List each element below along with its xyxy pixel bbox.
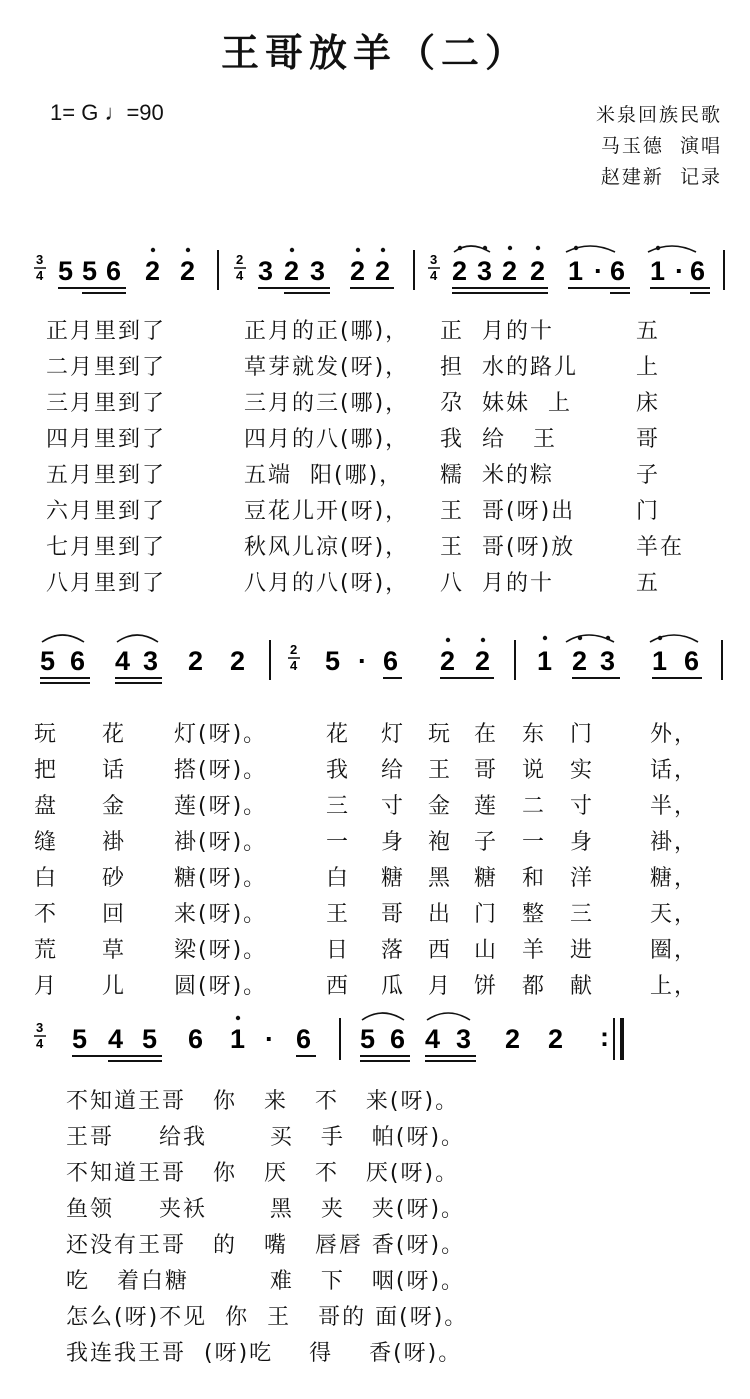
octave-dot	[458, 246, 462, 250]
lyric-row	[0, 1300, 750, 1336]
lyric-row	[0, 969, 750, 1005]
note: 3	[477, 256, 493, 286]
lyric-phrase: 羊在	[636, 535, 685, 560]
dot: ·	[358, 646, 367, 676]
lyric-phrase: 八月里到了	[46, 571, 167, 596]
octave-dot	[656, 246, 660, 250]
lyric-phrase: 三月的三(哪)，	[244, 391, 410, 416]
lyric-char: 出	[428, 902, 453, 927]
lyric-char: 饼	[474, 974, 499, 999]
lyric-char: 白	[34, 866, 59, 891]
lyric-char: 糖	[474, 866, 499, 891]
octave-dot	[290, 248, 294, 252]
lyric-row	[0, 789, 750, 825]
score-line-1-svg	[0, 238, 750, 308]
lyric-char: 白	[326, 866, 351, 891]
lyric-char: 草	[102, 938, 127, 963]
repeat-sign: :	[600, 1022, 609, 1052]
time-sig-top: 2	[236, 252, 244, 267]
lyric-phrase: 八月的八(呀)，	[244, 571, 410, 596]
lyric-row	[0, 1084, 750, 1120]
slur	[648, 246, 696, 252]
lyric-phrase: 王 哥(呀)放	[440, 535, 576, 560]
note: 3	[310, 256, 326, 286]
lyric-char: 来(呀)。	[174, 902, 268, 927]
lyric-char: 上，	[650, 974, 699, 999]
lyric-line: 不知道王哥 你 厌 不 厌(呀)。	[66, 1161, 460, 1186]
lyric-char: 把	[34, 758, 59, 783]
note: 1	[230, 1024, 246, 1054]
lyric-char: 回	[102, 902, 127, 927]
lyric-char: 话，	[650, 758, 699, 783]
octave-dot	[543, 636, 547, 640]
note: 5	[325, 646, 341, 676]
lyric-char: 山	[474, 938, 499, 963]
lyric-phrase: 糯 米的粽	[440, 463, 554, 488]
lyric-char: 缝	[34, 830, 59, 855]
lyric-char: 金	[102, 794, 127, 819]
lyric-char: 西	[428, 938, 453, 963]
lyric-line: 鱼领 夹袄 黑 夹 夹(呀)。	[66, 1197, 466, 1222]
key-tempo	[50, 100, 164, 126]
lyric-char: 都	[522, 974, 547, 999]
note: 5	[72, 1024, 88, 1054]
lyric-char: 褂(呀)。	[174, 830, 268, 855]
note: 6	[383, 646, 399, 676]
note: 3	[600, 646, 616, 676]
lyric-char: 灯	[381, 722, 406, 747]
time-sig-top: 2	[290, 642, 298, 657]
score-line-3	[0, 1010, 750, 1080]
lyric-phrase: 正月里到了	[46, 319, 167, 344]
note: 3	[456, 1024, 472, 1054]
lyric-char: 圈，	[650, 938, 699, 963]
time-sig-bottom: 4	[36, 268, 44, 283]
lyric-phrase: 四月的八(哪)，	[244, 427, 410, 452]
lyric-row	[0, 1264, 750, 1300]
lyric-char: 花	[326, 722, 351, 747]
slur	[650, 635, 698, 642]
lyric-row	[0, 1336, 750, 1372]
lyric-char: 灯(呀)。	[174, 722, 268, 747]
note: 6	[106, 256, 122, 286]
note: 2	[188, 646, 204, 676]
lyric-phrase: 正月的正(哪)，	[244, 319, 410, 344]
score-line-3-svg	[0, 1010, 750, 1080]
lyric-row	[0, 897, 750, 933]
lyric-phrase: 正 月的十	[440, 319, 554, 344]
lyric-line: 怎么(呀)不见 你 王 哥的 面(呀)。	[66, 1305, 469, 1330]
lyric-row	[0, 825, 750, 861]
note: 5	[82, 256, 98, 286]
octave-dot	[508, 246, 512, 250]
key-signature: 1= G	[50, 100, 99, 125]
lyric-row	[0, 458, 750, 494]
note: 2	[350, 256, 366, 286]
lyric-line: 吃 着白糖 难 下 咽(呀)。	[66, 1269, 466, 1294]
note: 3	[143, 646, 159, 676]
lyric-row	[0, 1156, 750, 1192]
measure-7	[72, 1016, 316, 1061]
note: 2	[230, 646, 246, 676]
score-line-2	[0, 628, 750, 698]
lyric-char: 二	[522, 794, 547, 819]
lyric-row	[0, 314, 750, 350]
lyric-phrase: 豆花儿开(呀)，	[244, 499, 410, 524]
note: 5	[40, 646, 56, 676]
lyric-row	[0, 717, 750, 753]
dot: ·	[594, 256, 603, 286]
lyric-char: 袍	[428, 830, 453, 855]
lyric-char: 玩	[34, 722, 59, 747]
tempo-marking: ♩=90	[104, 100, 164, 125]
lyric-char: 我	[326, 758, 351, 783]
measure-6	[537, 635, 702, 678]
octave-dot	[536, 246, 540, 250]
octave-dot	[381, 248, 385, 252]
lyric-char: 子	[474, 830, 499, 855]
octave-dot	[481, 638, 485, 642]
octave-dot	[574, 246, 578, 250]
lyric-row	[0, 530, 750, 566]
credit-performer: 马玉德 演唱	[600, 135, 722, 157]
note: 5	[360, 1024, 376, 1054]
lyric-phrase: 床	[636, 391, 661, 416]
slur	[362, 1013, 404, 1020]
note: 6	[684, 646, 700, 676]
note: 2	[440, 646, 456, 676]
lyric-phrase: 四月里到了	[46, 427, 167, 452]
lyric-char: 莲	[474, 794, 499, 819]
note: 2	[530, 256, 546, 286]
lyric-char: 梁(呀)。	[174, 938, 268, 963]
lyric-row	[0, 1228, 750, 1264]
lyric-char: 西	[326, 974, 351, 999]
note: 1	[652, 646, 668, 676]
lyric-char: 糖	[381, 866, 406, 891]
measure-5	[288, 638, 494, 678]
lyric-phrase: 六月里到了	[46, 499, 167, 524]
lyric-char: 瓜	[381, 974, 406, 999]
lyric-phrase: 我 给 王	[440, 427, 557, 452]
time-sig-top: 3	[430, 252, 438, 267]
score-line-1	[0, 238, 750, 308]
lyric-phrase: 秋风儿凉(呀)，	[244, 535, 410, 560]
lyric-char: 王	[428, 758, 453, 783]
lyric-char: 门	[474, 902, 499, 927]
lyric-row	[0, 1120, 750, 1156]
lyric-char: 哥	[381, 902, 406, 927]
lyric-char: 东	[522, 722, 547, 747]
slur	[42, 635, 84, 642]
octave-dot	[236, 1016, 240, 1020]
octave-dot	[578, 636, 582, 640]
lyric-row	[0, 494, 750, 530]
lyric-char: 盘	[34, 794, 59, 819]
credit-recorder: 赵建新 记录	[600, 166, 722, 188]
note: 4	[425, 1024, 441, 1054]
note: 2	[502, 256, 518, 286]
note: 2	[572, 646, 588, 676]
lyric-char: 说	[522, 758, 547, 783]
lyric-char: 献	[570, 974, 595, 999]
lyric-row	[0, 566, 750, 602]
measure-1	[58, 248, 195, 293]
credit-origin: 米泉回族民歌	[595, 104, 722, 126]
score-line-2-svg	[0, 628, 750, 698]
lyric-char: 黑	[428, 866, 453, 891]
lyric-char: 寸	[381, 794, 406, 819]
time-sig-bottom: 4	[290, 658, 298, 673]
lyric-row	[0, 753, 750, 789]
lyric-char: 三	[570, 902, 595, 927]
lyric-phrase: 子	[636, 463, 661, 488]
note: 4	[115, 646, 131, 676]
lyric-phrase: 五	[636, 319, 661, 344]
lyric-row	[0, 422, 750, 458]
lyric-char: 一	[326, 830, 351, 855]
lyric-line: 还没有王哥 的 嘴 唇唇 香(呀)。	[66, 1233, 466, 1258]
octave-dot	[606, 636, 610, 640]
lyric-char: 给	[381, 758, 406, 783]
lyric-phrase: 三月里到了	[46, 391, 167, 416]
lyric-phrase: 哥	[636, 427, 661, 452]
note: 2	[452, 256, 468, 286]
lyric-char: 花	[102, 722, 127, 747]
lyric-phrase: 二月里到了	[46, 355, 167, 380]
measure-2	[234, 248, 394, 293]
time-sig-top: 3	[36, 252, 44, 267]
time-sig-bottom: 4	[36, 1036, 44, 1051]
measure-3	[428, 246, 710, 293]
time-sig-bottom: 4	[236, 268, 244, 283]
lyric-phrase: 门	[636, 499, 661, 524]
lyric-char: 天，	[650, 902, 699, 927]
lyric-line: 我连我王哥 (呀)吃 得 香(呀)。	[66, 1341, 463, 1366]
dot: ·	[265, 1024, 274, 1054]
lyric-phrase: 担 水的路儿	[440, 355, 578, 380]
lyric-char: 金	[428, 794, 453, 819]
lyric-char: 实	[570, 758, 595, 783]
lyric-phrase: 上	[636, 355, 661, 380]
lyric-phrase: 尕 妹妹 上	[440, 391, 572, 416]
lyric-char: 圆(呀)。	[174, 974, 268, 999]
note: 5	[58, 256, 74, 286]
note: 6	[188, 1024, 204, 1054]
note: 6	[296, 1024, 312, 1054]
note: 1	[537, 646, 553, 676]
lyric-char: 外，	[650, 722, 699, 747]
note: 6	[70, 646, 86, 676]
dot: ·	[675, 256, 684, 286]
lyric-phrase: 草芽就发(呀)，	[244, 355, 410, 380]
lyric-char: 整	[522, 902, 547, 927]
lyric-char: 月	[34, 974, 59, 999]
lyric-phrase: 七月里到了	[46, 535, 167, 560]
lyric-char: 话	[102, 758, 127, 783]
lyric-char: 褂，	[650, 830, 699, 855]
slur	[117, 635, 158, 642]
lyric-char: 半，	[650, 794, 699, 819]
lyric-phrase: 王 哥(呀)出	[440, 499, 576, 524]
lyric-char: 三	[326, 794, 351, 819]
note: 5	[142, 1024, 158, 1054]
lyric-char: 进	[570, 938, 595, 963]
time-sig-bottom: 4	[430, 268, 438, 283]
lyric-char: 莲(呀)。	[174, 794, 268, 819]
lyric-char: 褂	[102, 830, 127, 855]
lyric-char: 糖，	[650, 866, 699, 891]
lyric-char: 王	[326, 902, 351, 927]
octave-dot	[356, 248, 360, 252]
lyric-char: 儿	[102, 974, 127, 999]
lyric-char: 羊	[522, 938, 547, 963]
note: 6	[610, 256, 626, 286]
octave-dot	[483, 246, 487, 250]
lyric-char: 哥	[474, 758, 499, 783]
note: 2	[548, 1024, 564, 1054]
lyric-char: 月	[428, 974, 453, 999]
lyric-char: 玩	[428, 722, 453, 747]
lyric-char: 身	[570, 830, 595, 855]
lyric-char: 日	[326, 938, 351, 963]
octave-dot	[151, 248, 155, 252]
lyric-phrase: 八 月的十	[440, 571, 554, 596]
note: 2	[375, 256, 391, 286]
lyric-char: 寸	[570, 794, 595, 819]
lyric-char: 在	[474, 722, 499, 747]
slur	[566, 246, 615, 252]
note: 4	[108, 1024, 124, 1054]
measure-8	[360, 1013, 609, 1061]
note: 2	[145, 256, 161, 286]
note: 2	[284, 256, 300, 286]
lyric-char: 和	[522, 866, 547, 891]
lyric-char: 一	[522, 830, 547, 855]
lyric-char: 落	[381, 938, 406, 963]
lyric-char: 砂	[102, 866, 127, 891]
lyric-char: 不	[34, 902, 59, 927]
lyric-row	[0, 861, 750, 897]
lyric-line: 王哥 给我 买 手 帕(呀)。	[66, 1125, 466, 1150]
octave-dot	[658, 636, 662, 640]
note: 1	[568, 256, 584, 286]
slur	[427, 1013, 470, 1020]
lyric-row	[0, 350, 750, 386]
lyric-row	[0, 386, 750, 422]
octave-dot	[186, 248, 190, 252]
lyric-char: 荒	[34, 938, 59, 963]
song-title: 王哥放羊（二）	[220, 31, 529, 75]
lyric-char: 洋	[570, 866, 595, 891]
credits	[596, 100, 722, 193]
note: 6	[690, 256, 706, 286]
lyric-row	[0, 1192, 750, 1228]
lyric-phrase: 五端 阳(哪)，	[244, 463, 404, 488]
measure-4	[40, 635, 245, 683]
lyric-char: 糖(呀)。	[174, 866, 268, 891]
lyric-char: 搭(呀)。	[174, 758, 268, 783]
lyric-phrase: 五	[636, 571, 661, 596]
lyric-phrase: 五月里到了	[46, 463, 167, 488]
note: 1	[650, 256, 666, 286]
time-sig-top: 3	[36, 1020, 44, 1035]
octave-dot	[446, 638, 450, 642]
note: 2	[180, 256, 196, 286]
lyric-char: 身	[381, 830, 406, 855]
lyric-row	[0, 933, 750, 969]
note: 2	[505, 1024, 521, 1054]
note: 6	[390, 1024, 406, 1054]
note: 2	[475, 646, 491, 676]
lyric-line: 不知道王哥 你 来 不 来(呀)。	[66, 1089, 460, 1114]
lyric-char: 门	[570, 722, 595, 747]
note: 3	[258, 256, 274, 286]
